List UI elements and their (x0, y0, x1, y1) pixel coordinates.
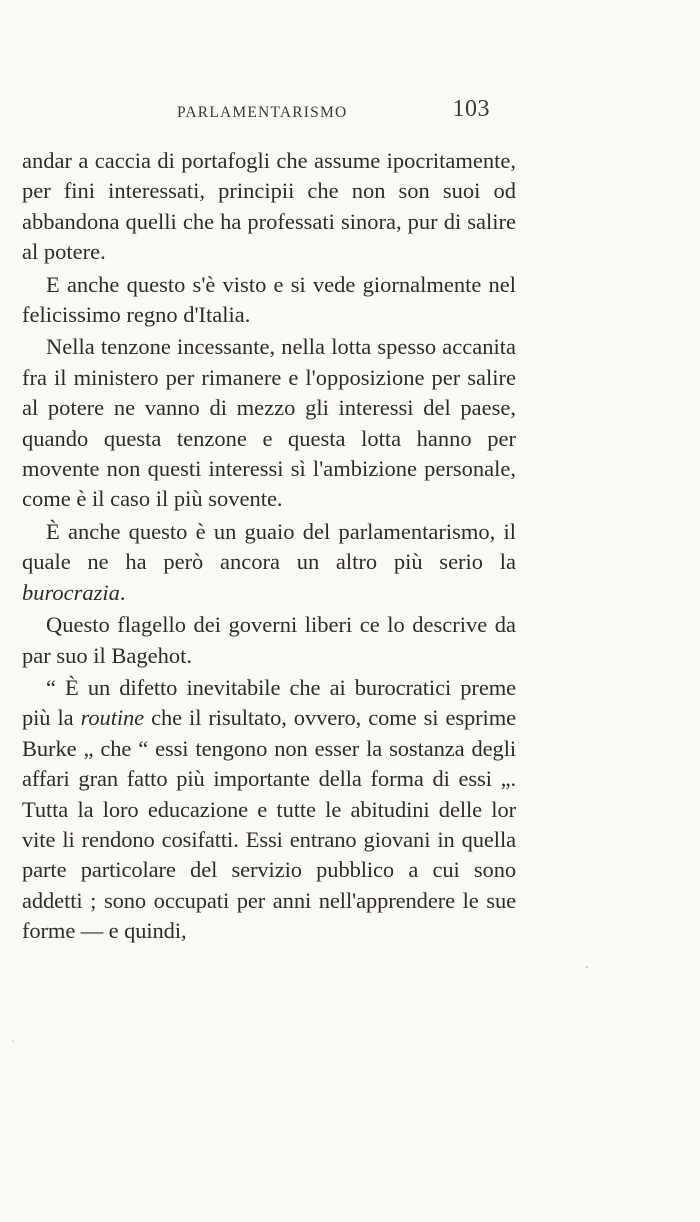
paragraph-1: andar a caccia di portafogli che assume ipocritamente, per fini interessati, principii che non son suoi od abbandona quelli che ha professati sinora, pur di salire al potere. (22, 148, 516, 265)
page-number: 103 (452, 96, 490, 122)
paragraph-4-text: È anche questo è un guaio del parlamentarismo, il quale ne ha però ancora un altro più serio la (22, 518, 516, 575)
emphasis-burocrazia: burocrazia (22, 579, 120, 605)
paragraph-5: Questo flagello dei governi liberi ce lo descrive da par suo il Bagehot. (22, 612, 516, 668)
running-head (22, 96, 490, 130)
paper-speck (586, 966, 588, 968)
paragraph-6-text: “ È un difetto inevitabile che ai burocratici preme più la (22, 674, 516, 731)
header-title: PARLAMENTARISMO (177, 104, 348, 121)
paragraph-6 (22, 673, 516, 947)
paragraph-4 (22, 517, 516, 608)
paragraph-4-end: . (119, 579, 126, 605)
paragraph-6-rest: che il risultato, ovvero, come si esprime Burke „ che “ essi tengono non esser la sostanza degli affari gran fatto più importante della forma di essi „. Tutta la loro educazione e tutte le abitudini delle lor vite li rendono cosifatti. Essi entrano giovani in quella parte particolare del servizio pubblico a cui sono addetti ; sono occupati per anni nell'apprendere le sue forme — e quindi, (22, 705, 516, 944)
paper-speck (12, 1040, 14, 1042)
paragraph-2: E anche questo s'è visto e si vede giornalmente nel felicissimo regno d'Italia. (22, 271, 516, 328)
paragraph-3: Nella tenzone incessante, nella lotta spesso accanita fra il ministero per rimanere e l'opposizione per salire al potere ne vanno di mezzo gli interessi del paese, quando questa tenzone e questa lotta hanno per movente non questi interessi sì l'ambizione personale, come è il caso il più sovente. (22, 334, 516, 512)
emphasis-routine: routine (80, 705, 145, 731)
body-text (22, 146, 516, 947)
